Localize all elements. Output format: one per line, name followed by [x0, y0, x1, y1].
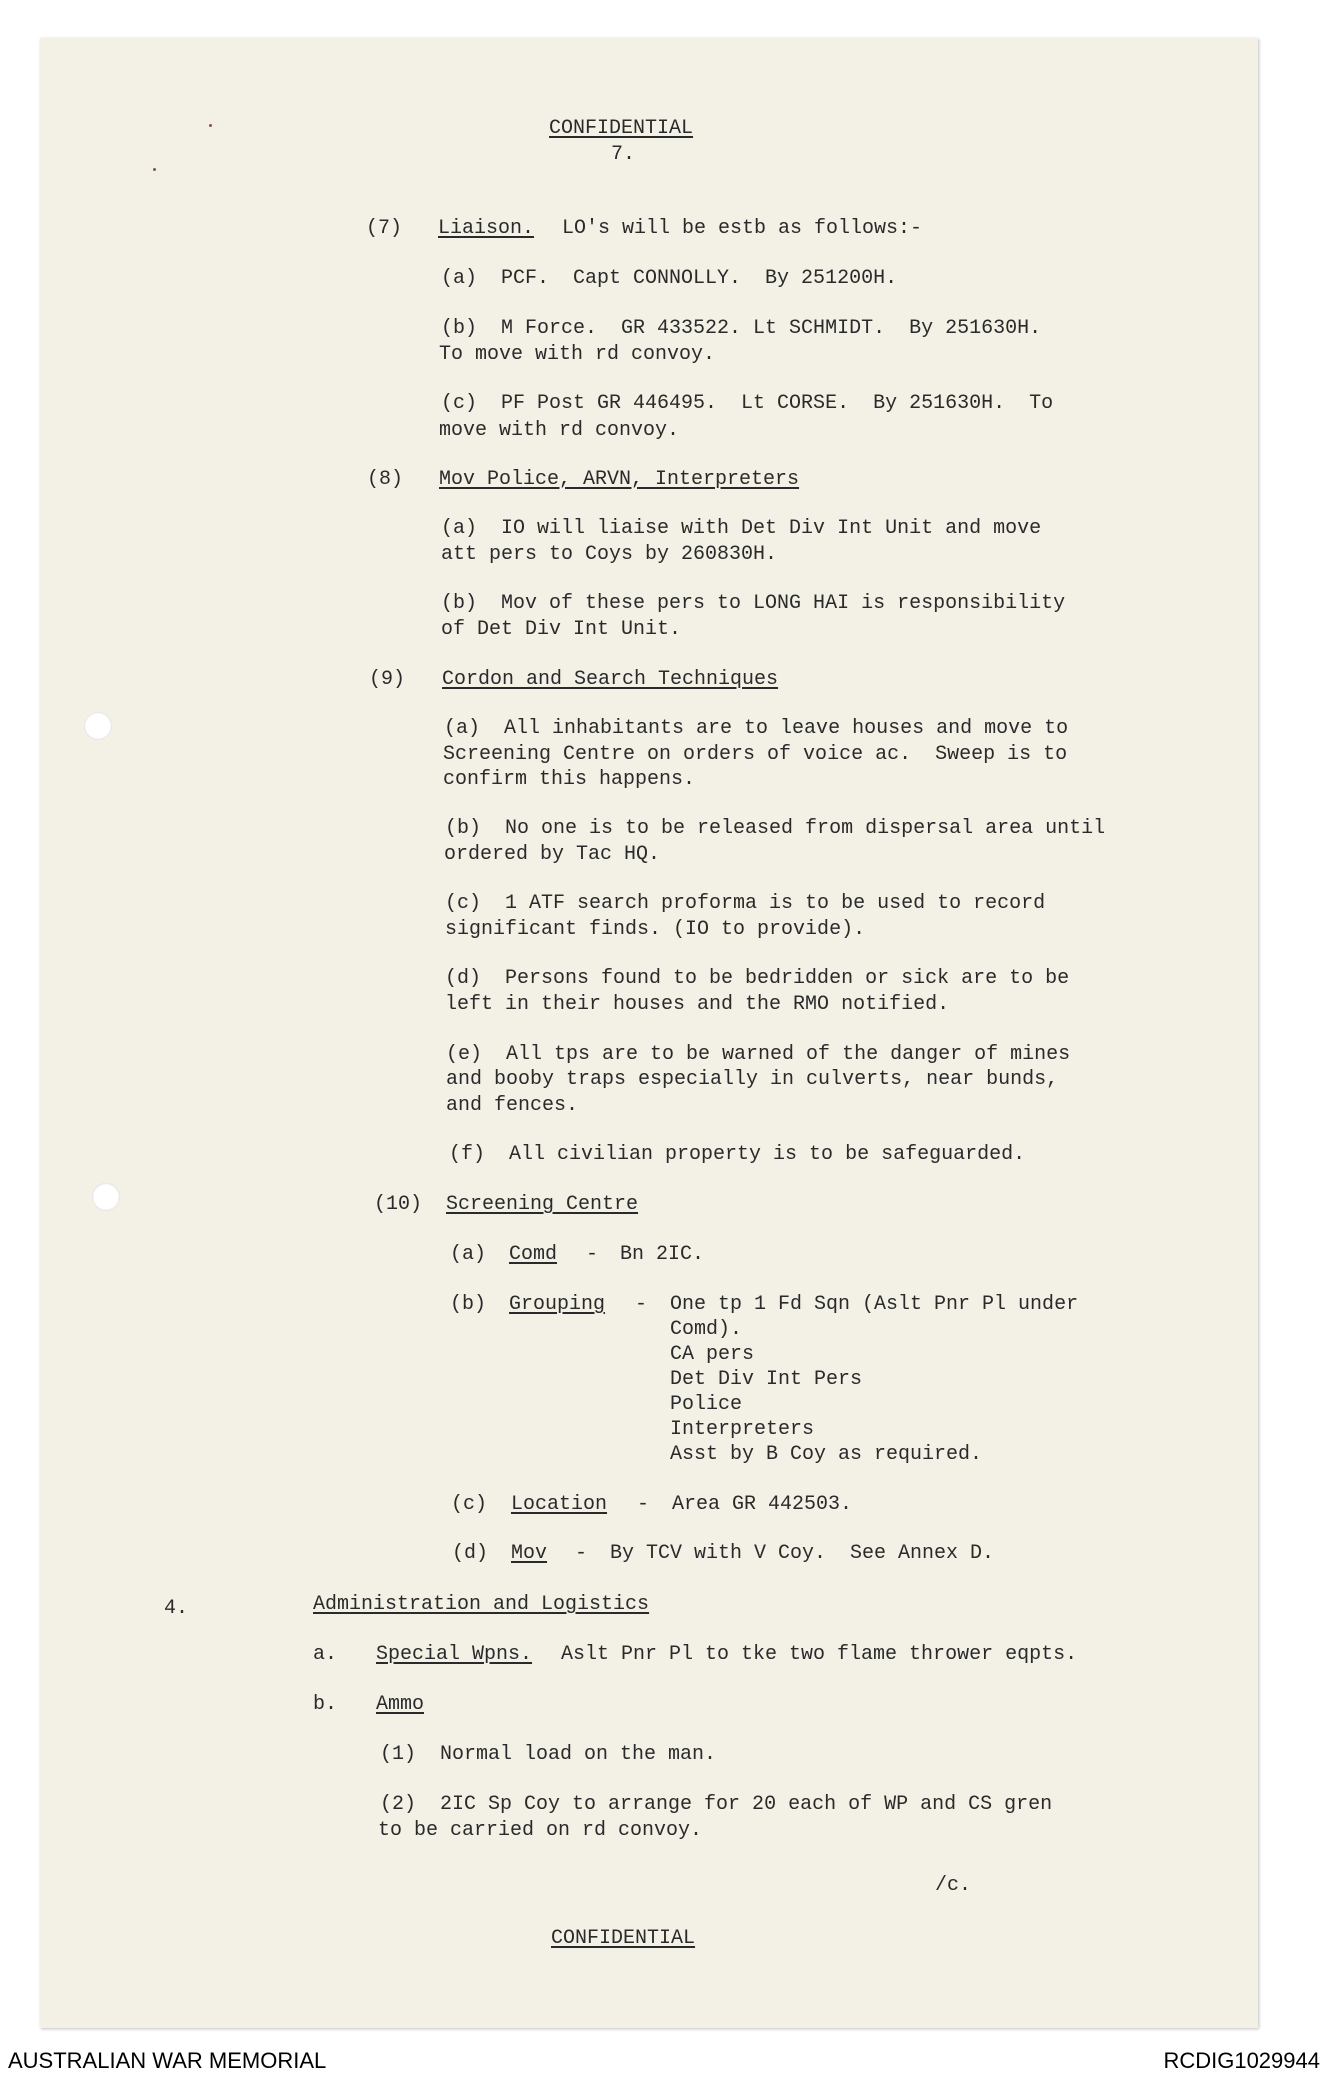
punch-hole [92, 1183, 120, 1211]
section-10-c-value: Area GR 442503. [672, 1493, 853, 1516]
section-10-a-key: Comd [509, 1243, 558, 1266]
section-4-b-label: b. [313, 1693, 338, 1716]
section-10-d-key: Mov [511, 1542, 548, 1565]
page-number: 7. [611, 143, 636, 166]
section-10-b-label: (b) [450, 1293, 487, 1316]
section-9-item-e: (e) All tps are to be warned of the danger of mines [446, 1043, 1071, 1066]
section-9-item-b-cont: ordered by Tac HQ. [444, 843, 661, 866]
section-9-item-d: (d) Persons found to be bedridden or sick are to be [445, 967, 1070, 990]
section-10-d-dash: - [575, 1542, 588, 1565]
section-9-item-a-cont: Screening Centre on orders of voice ac. Sweep is to [443, 743, 1068, 766]
section-8-item-b: (b) Mov of these pers to LONG HAI is responsibility [441, 592, 1066, 615]
section-10-c-key: Location [511, 1493, 608, 1516]
section-4-a-label: a. [313, 1643, 338, 1666]
section-7-title: Liaison. [438, 217, 535, 240]
section-10-d-value: By TCV with V Coy. See Annex D. [610, 1542, 995, 1565]
section-9-item-b: (b) No one is to be released from dispersal area until [445, 817, 1106, 840]
section-10-a-dash: - [586, 1243, 599, 1266]
section-10-b-line: Asst by B Coy as required. [670, 1443, 983, 1466]
section-4-title: Administration and Logistics [313, 1593, 650, 1616]
section-9-item-a-cont2: confirm this happens. [443, 768, 696, 791]
section-10-b-line: Interpreters [670, 1418, 815, 1441]
section-10-b-key: Grouping [509, 1293, 606, 1316]
punch-hole [84, 712, 112, 740]
section-4-b-item-2-cont: to be carried on rd convoy. [378, 1819, 703, 1842]
section-10-a-label: (a) [450, 1243, 487, 1266]
section-8-item-a: (a) IO will liaise with Det Div Int Unit and move [441, 517, 1042, 540]
section-10-b-line: Comd). [670, 1318, 743, 1341]
section-8-number: (8) [367, 468, 404, 491]
section-10-b-line: One tp 1 Fd Sqn (Aslt Pnr Pl under [670, 1293, 1079, 1316]
section-10-d-label: (d) [452, 1542, 489, 1565]
section-10-b-line: Det Div Int Pers [670, 1368, 863, 1391]
section-4-a-key: Special Wpns. [376, 1643, 533, 1666]
section-7-item-c: (c) PF Post GR 446495. Lt CORSE. By 251630H. To [441, 392, 1054, 415]
section-9-item-c: (c) 1 ATF search proforma is to be used to record [445, 892, 1046, 915]
footer-classification: CONFIDENTIAL [551, 1927, 696, 1950]
section-8-title: Mov Police, ARVN, Interpreters [439, 468, 800, 491]
section-10-number: (10) [374, 1193, 423, 1216]
section-10-b-dash: - [635, 1293, 648, 1316]
archive-id: RCDIG1029944 [1163, 2048, 1320, 2073]
section-10-title: Screening Centre [446, 1193, 639, 1216]
header-classification: CONFIDENTIAL [549, 117, 694, 140]
section-9-item-c-cont: significant finds. (IO to provide). [445, 918, 866, 941]
section-8-item-b-cont: of Det Div Int Unit. [441, 618, 682, 641]
paper-speck [209, 124, 212, 127]
section-9-item-e-cont: and booby traps especially in culverts, near bunds, [446, 1068, 1059, 1091]
section-4-b-key: Ammo [376, 1693, 425, 1716]
section-4-b-item-1: (1) Normal load on the man. [380, 1743, 717, 1766]
section-10-b-line: Police [670, 1393, 743, 1416]
section-10-c-dash: - [637, 1493, 650, 1516]
section-4-a-value: Aslt Pnr Pl to tke two flame thrower eqpts. [561, 1643, 1078, 1666]
section-10-a-value: Bn 2IC. [620, 1243, 705, 1266]
section-9-number: (9) [369, 668, 406, 691]
archive-name: AUSTRALIAN WAR MEMORIAL [8, 2048, 327, 2073]
continuation-marker: /c. [935, 1874, 972, 1897]
section-7-intro: LO's will be estb as follows:- [562, 217, 923, 240]
section-9-item-a: (a) All inhabitants are to leave houses and move to [444, 717, 1069, 740]
section-7-number: (7) [366, 217, 403, 240]
section-4-number: 4. [164, 1597, 189, 1620]
section-10-c-label: (c) [451, 1493, 488, 1516]
section-7-item-b: (b) M Force. GR 433522. Lt SCHMIDT. By 251630H. [441, 317, 1042, 340]
section-4-b-item-2: (2) 2IC Sp Coy to arrange for 20 each of WP and CS gren [380, 1793, 1053, 1816]
section-9-title: Cordon and Search Techniques [442, 668, 779, 691]
section-10-b-line: CA pers [670, 1343, 755, 1366]
paper-speck [153, 168, 156, 171]
section-7-item-c-cont: move with rd convoy. [439, 419, 680, 442]
section-8-item-a-cont: att pers to Coys by 260830H. [441, 543, 778, 566]
section-9-item-f: (f) All civilian property is to be safeguarded. [449, 1143, 1026, 1166]
section-9-item-d-cont: left in their houses and the RMO notified. [445, 993, 950, 1016]
section-7-item-b-cont: To move with rd convoy. [439, 343, 716, 366]
section-9-item-e-cont2: and fences. [446, 1094, 579, 1117]
section-7-item-a: (a) PCF. Capt CONNOLLY. By 251200H. [441, 267, 898, 290]
